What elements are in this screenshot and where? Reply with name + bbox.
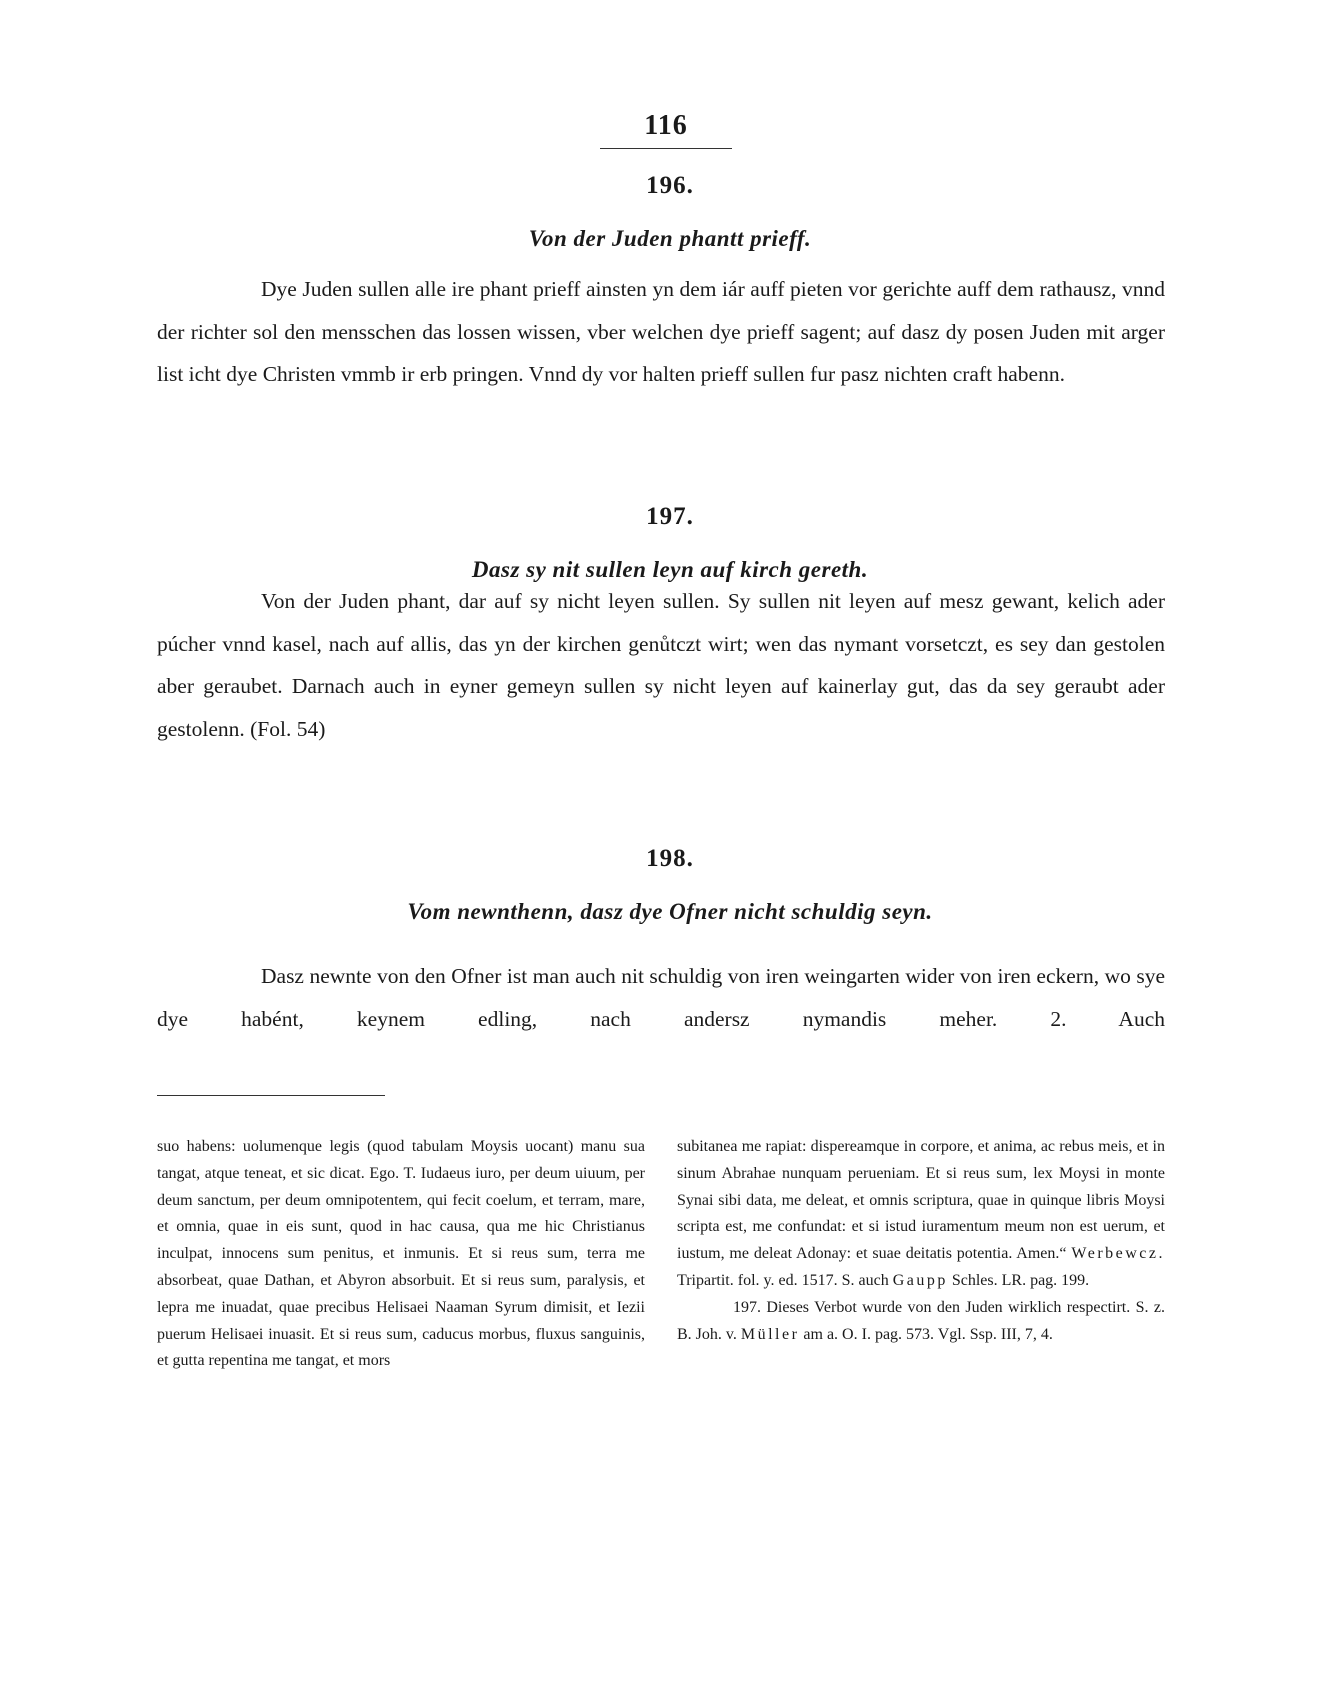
footnote-column-left bbox=[157, 1134, 645, 1375]
footnotes bbox=[157, 1134, 1165, 1375]
cited-author: Müller bbox=[740, 1325, 800, 1343]
footnote-text-part: Schles. LR. pag. 199. bbox=[951, 1271, 1090, 1289]
page-number-rule bbox=[600, 148, 732, 149]
cited-author: Gaupp bbox=[892, 1271, 948, 1289]
section-number-196: 196. bbox=[646, 172, 694, 199]
footnote-text-part: am a. O. I. pag. 573. Vgl. Ssp. III, 7, 4. bbox=[803, 1325, 1053, 1343]
section-body-196 bbox=[157, 268, 1165, 396]
footnote-text-part: subitanea me rapiat: dispereamque in corpore, et anima, ac rebus meis, et in sinum Abrahae nunquam perueniam. Et si reus sum, lex Moysi in monte Synai sibi data, me deleat, et omnis scriptura, quae in quinque libris Moysi scripta est, me confundat: et si istud iuramentum meum non est uerum, et iustum, me deleat Adonay: et suae deitatis potentia. Amen.“ bbox=[677, 1138, 1165, 1263]
footnote-column-right bbox=[677, 1134, 1165, 1375]
section-title-196: Von der Juden phantt prieff. bbox=[528, 226, 812, 251]
footnote-rule bbox=[157, 1095, 385, 1096]
page-number: 116 bbox=[644, 110, 688, 141]
paragraph: Dye Juden sullen alle ire phant prieff ainsten yn dem iár auff pieten vor gerichte auff dem rathausz, vnnd der richter sol den mensschen das lossen wissen, vber welchen dye prieff sagent; auf dasz dy posen Juden mit arger list icht dye Christen vmmb ir erb pringen. Vnnd dy vor halten prieff sullen fur pasz nichten craft habenn. bbox=[157, 277, 1165, 386]
section-body-197 bbox=[157, 580, 1165, 750]
footnote-text bbox=[677, 1134, 1165, 1295]
section-number-198: 198. bbox=[646, 845, 694, 872]
section-body-198 bbox=[157, 955, 1165, 1040]
footnote-197 bbox=[677, 1295, 1165, 1349]
cited-author: Werbewcz. bbox=[1071, 1245, 1165, 1263]
section-title-197: Dasz sy nit sullen leyn auf kirch gereth. bbox=[471, 557, 869, 582]
footnote-text-part: 197. Dieses Verbot wurde von den Juden wirklich respectirt. S. z. B. Joh. v. bbox=[677, 1298, 1165, 1343]
paragraph: Dasz newnte von den Ofner ist man auch nit schuldig von iren weingarten wider von iren eckern, wo sye dye habént, keynem edling, nach andersz nymandis meher. 2. Auch bbox=[157, 964, 1165, 1031]
paragraph: Von der Juden phant, dar auf sy nicht leyen sullen. Sy sullen nit leyen auf mesz gewant, kelich ader púcher vnnd kasel, nach auf allis, das yn der kirchen genůtczt wirt; wen das nymant vorsetczt, es sey dan gestolen aber geraubet. Darnach auch in eyner gemeyn sullen sy nicht leyen auf kainerlay gut, das da sey geraubt ader gestolenn. (Fol. 54) bbox=[157, 589, 1165, 741]
section-number-197: 197. bbox=[646, 503, 694, 530]
footnote-text: suo habens: uolumenque legis (quod tabulam Moysis uocant) manu sua tangat, atque teneat, et sic dicat. Ego. T. Iudaeus iuro, per deum uiuum, per deum sanctum, per deum omnipotentem, qui fecit coelum, et terram, mare, et omnia, quae in eis sunt, quod in hac causa, qua me hic Christianus inculpat, innocens sum penitus, et inmunis. Et si reus sum, terra me absorbeat, quae Dathan, et Abyron absorbuit. Et si reus sum, paralysis, et lepra me inuadat, quae precibus Helisaei Naaman Syrum dimisit, et Iezii puerum Helisaei inuasit. Et si reus sum, caducus morbus, fluxus sanguinis, et gutta repentina me tangat, et mors bbox=[157, 1138, 645, 1370]
section-title-198: Vom newnthenn, dasz dye Ofner nicht schuldig seyn. bbox=[407, 899, 933, 924]
footnote-text-part: Tripartit. fol. y. ed. 1517. S. auch bbox=[677, 1271, 889, 1289]
